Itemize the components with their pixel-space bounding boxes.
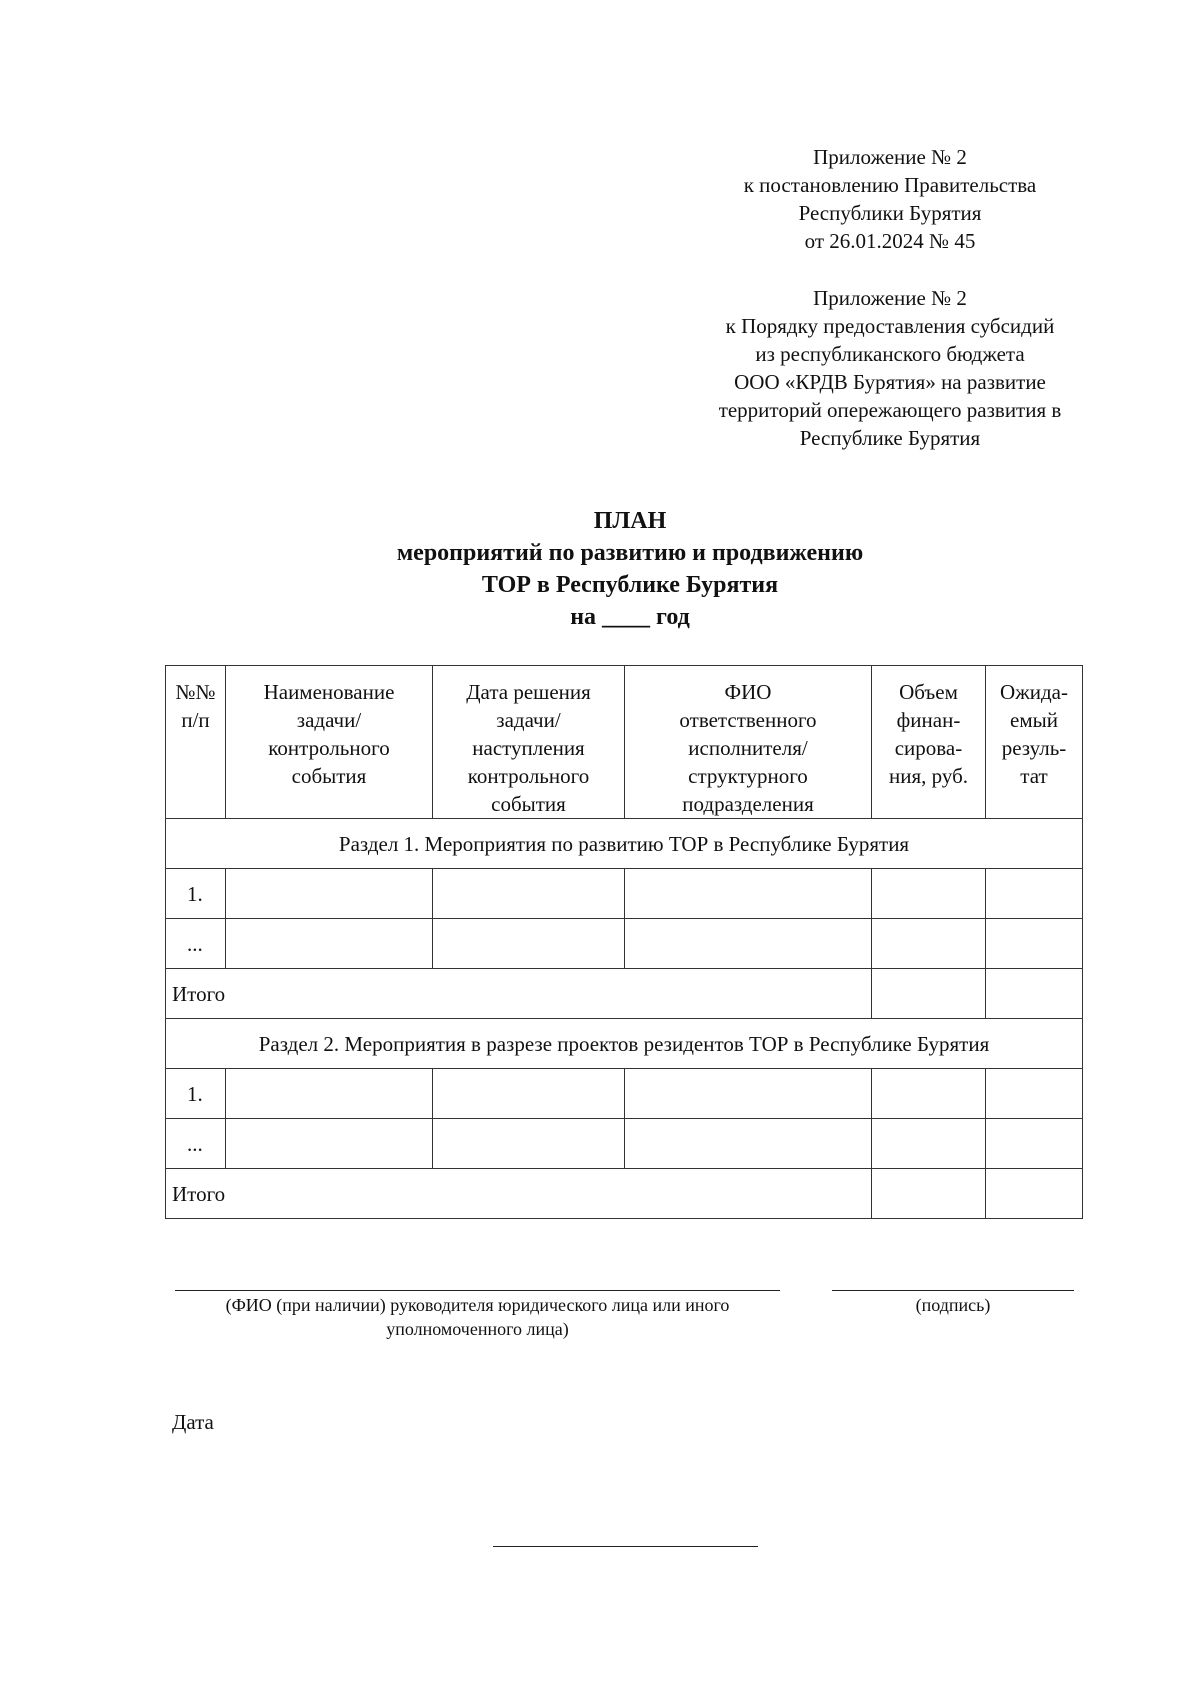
header-text: сирова- (894, 736, 963, 760)
appendix-number: Приложение № 2 (813, 145, 967, 169)
plan-table (165, 665, 1083, 1219)
header-text: емый (1010, 708, 1058, 732)
header-text: события (291, 764, 367, 788)
header-text: подразделения (682, 792, 814, 816)
header-text: контрольного (268, 736, 390, 760)
table-cell (226, 919, 433, 969)
table-cell (986, 1069, 1083, 1119)
table-cell (986, 1119, 1083, 1169)
appendix-ref: из республиканского бюджета (755, 342, 1025, 366)
table-cell (625, 919, 872, 969)
signature-line (832, 1290, 1074, 1291)
signature-caption (832, 1293, 1074, 1317)
table-cell (226, 1069, 433, 1119)
header-text: ния, руб. (888, 764, 969, 788)
table-row (166, 1119, 1083, 1169)
document-title (0, 505, 1200, 633)
table-cell (986, 969, 1083, 1019)
header-cell-date (433, 666, 625, 819)
header-text: задачи/ (496, 708, 561, 732)
header-cell-funding (872, 666, 986, 819)
table-cell (625, 1119, 872, 1169)
header-text: тат (1020, 764, 1048, 788)
title-line: мероприятий по развитию и продвижению (396, 540, 864, 566)
header-text: резуль- (1001, 736, 1067, 760)
appendix-ref: ООО «КРДВ Бурятия» на развитие (734, 370, 1046, 394)
header-text: №№ (175, 680, 216, 704)
section-1-heading: Раздел 1. Мероприятия по развитию ТОР в Республике Бурятия (166, 819, 1083, 869)
appendix-ref: территорий опережающего развития в (718, 398, 1062, 422)
header-text: исполнителя/ (688, 736, 808, 760)
title-line: ПЛАН (593, 508, 667, 534)
table-cell (872, 1119, 986, 1169)
title-line: на ____ год (570, 604, 690, 630)
row-number: ... (166, 1119, 226, 1169)
table-cell (433, 1119, 625, 1169)
header-text: ФИО (724, 680, 772, 704)
section-2-heading: Раздел 2. Мероприятия в разрезе проектов резидентов ТОР в Республике Бурятия (166, 1019, 1083, 1069)
header-text: п/п (181, 708, 210, 732)
table-cell (872, 919, 986, 969)
header-cell-result (986, 666, 1083, 819)
header-text: контрольного (467, 764, 590, 788)
header-text: Дата решения (466, 680, 591, 704)
table-cell (872, 969, 986, 1019)
header-text: события (491, 792, 566, 816)
section-row (166, 819, 1083, 869)
table-cell (872, 869, 986, 919)
appendix-ref: Республике Бурятия (799, 426, 981, 450)
title-line: ТОР в Республике Бурятия (481, 572, 779, 598)
date-line (493, 1546, 758, 1547)
fio-signature-line (175, 1290, 780, 1291)
header-text: структурного (688, 764, 808, 788)
header-text: задачи/ (296, 708, 362, 732)
table-cell (872, 1169, 986, 1219)
table-cell (625, 869, 872, 919)
row-number: 1. (166, 869, 226, 919)
header-text: ответственного (679, 708, 817, 732)
date-label: Дата (172, 1410, 214, 1434)
table-cell (986, 919, 1083, 969)
table-header-row (166, 666, 1083, 819)
header-text: Объем (899, 680, 958, 704)
total-label: Итого (166, 1169, 872, 1219)
table-cell (625, 1069, 872, 1119)
header-text: наступления (472, 736, 585, 760)
appendix-number: Приложение № 2 (813, 286, 967, 310)
appendix-date: от 26.01.2024 № 45 (804, 229, 976, 253)
table-cell (433, 869, 625, 919)
table-cell (986, 869, 1083, 919)
total-row (166, 969, 1083, 1019)
header-cell-responsible (625, 666, 872, 819)
section-row (166, 1019, 1083, 1069)
table-cell (986, 1169, 1083, 1219)
fio-caption (175, 1293, 780, 1341)
table-row (166, 869, 1083, 919)
fio-caption-line: уполномоченного лица) (386, 1319, 569, 1339)
appendix-ref: к Порядку предоставления субсидий (725, 314, 1055, 338)
table-cell (433, 1069, 625, 1119)
fio-caption-line: (ФИО (при наличии) руководителя юридического лица или иного (225, 1295, 730, 1315)
table-row (166, 1069, 1083, 1119)
appendix-ref: Республики Бурятия (798, 201, 982, 225)
header-text: Наименование (263, 680, 395, 704)
header-cell-number (166, 666, 226, 819)
table-cell (226, 869, 433, 919)
header-cell-name (226, 666, 433, 819)
table-row (166, 919, 1083, 969)
table-cell (433, 919, 625, 969)
signature-caption-text: (подпись) (915, 1295, 991, 1315)
total-label: Итого (166, 969, 872, 1019)
header-text: Ожида- (1000, 680, 1068, 704)
appendix-header-1 (665, 143, 1115, 255)
appendix-ref: к постановлению Правительства (743, 173, 1037, 197)
header-text: финан- (896, 708, 961, 732)
table-cell (872, 1069, 986, 1119)
appendix-header-2 (665, 284, 1115, 452)
row-number: ... (166, 919, 226, 969)
total-row (166, 1169, 1083, 1219)
table-cell (226, 1119, 433, 1169)
row-number: 1. (166, 1069, 226, 1119)
